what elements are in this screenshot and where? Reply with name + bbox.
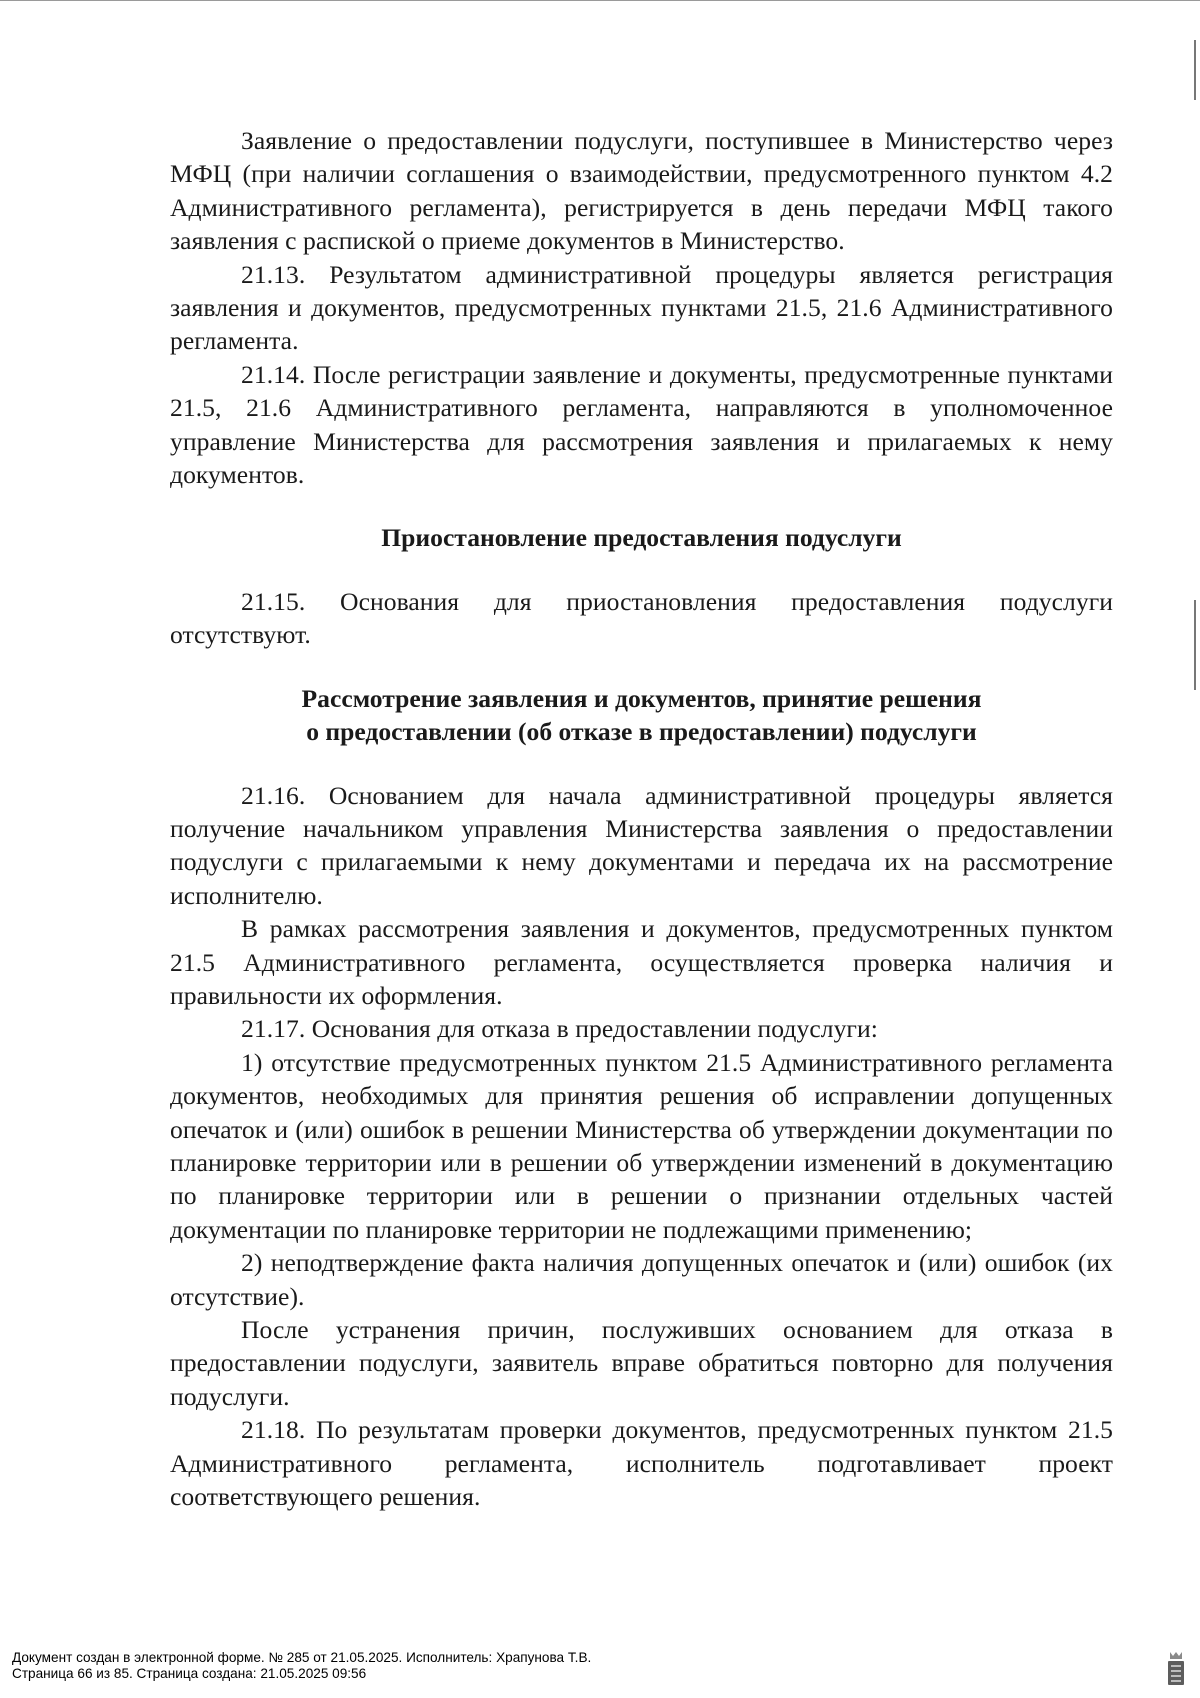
paragraph-21-13: 21.13. Результатом административной процедуры является регистрация заявления и документов, предусмотренных пунктами 21.5, 21.6 Административного регламента. — [170, 259, 1113, 356]
paragraph-21-14: 21.14. После регистрации заявление и документы, предусмотренные пунктами 21.5, 21.6 Административного регламента, направляются в уполномоченное управление Министерства для рассмотрения заявления и прилагаемых к нему документов. — [170, 359, 1113, 490]
paragraph-review-scope: В рамках рассмотрения заявления и документов, предусмотренных пунктом 21.5 Административного регламента, осуществляется проверка наличия и правильности их оформления. — [170, 914, 1113, 1010]
paragraph: Заявление о предоставлении подуслуги, поступившее в Министерство через МФЦ (при наличии соглашения о взаимодействии, предусмотренного пунктом 4.2 Административного регламента), регистрируется в день передачи МФЦ такого заявления с распиской о приеме документов в Министерство. — [170, 126, 1113, 256]
paragraph-21-16: 21.16. Основанием для начала административной процедуры является получение начальником управления Министерства заявления о предоставлении подуслуги с прилагаемыми к нему документами и передача их на рассмотрение исполнителю. — [170, 780, 1113, 910]
section-heading-review-line1: Рассмотрение заявления и документов, принятие решения — [301, 683, 982, 713]
section-heading-review — [170, 682, 1113, 749]
document-body — [170, 124, 1113, 1513]
top-border — [0, 0, 1200, 1]
paragraph-21-18: 21.18. По результатам проверки документов, предусмотренных пунктом 21.5 Административного регламента, исполнитель подготавливает проект соответствующего решения. — [170, 1415, 1113, 1512]
scan-edge-mark — [1194, 600, 1196, 690]
footer-line-1: Документ создан в электронной форме. № 285 от 21.05.2025. Исполнитель: Храпунова Т.В. — [12, 1650, 592, 1665]
paragraph-21-17: 21.17. Основания для отказа в предоставлении подуслуги: — [241, 1014, 878, 1044]
list-item-1: 1) отсутствие предусмотренных пунктом 21.5 Административного регламента документов, необходимых для принятия решения об исправлении допущенных опечаток и (или) ошибок в решении Министерства об утверждении документации по планировке территории или в решении об утверждении изменений в документацию по планировке территории или в решении о признании отдельных частей документации по планировке территории не подлежащими применению; — [170, 1047, 1113, 1244]
section-heading-suspension: Приостановление предоставления подуслуги — [381, 523, 902, 553]
section-heading-review-line2: о предоставлении (об отказе в предоставлении) подуслуги — [306, 717, 977, 747]
footer-line-2: Страница 66 из 85. Страница создана: 21.05.2025 09:56 — [12, 1666, 367, 1681]
document-footer — [12, 1650, 591, 1682]
list-item-2: 2) неподтверждение факта наличия допущенных опечаток и (или) ошибок (их отсутствие). — [170, 1248, 1113, 1311]
paragraph-reapply: После устранения причин, послуживших основанием для отказа в предоставлении подуслуги, заявитель вправе обратиться повторно для получения подуслуги. — [170, 1315, 1113, 1411]
paragraph-21-15: 21.15. Основания для приостановления предоставления подуслуги отсутствуют. — [170, 586, 1113, 650]
scan-edge-mark — [1194, 40, 1196, 100]
document-stamp-icon — [1165, 1650, 1187, 1688]
